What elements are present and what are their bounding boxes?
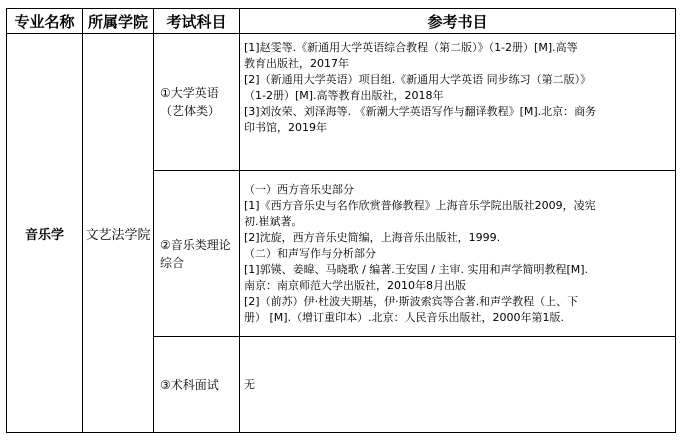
header-references: 参考书目 xyxy=(240,9,676,34)
reference-line: 无 xyxy=(244,377,255,391)
subject-line: （艺体类） xyxy=(160,104,221,118)
reference-line: [2]（前苏）伊·杜波夫期基，伊·斯波索宾等合著.和声学教程（上、下 xyxy=(244,294,579,308)
subject-cell xyxy=(154,34,240,171)
header-college: 所属学院 xyxy=(83,9,154,34)
table-row xyxy=(7,34,676,171)
header-row xyxy=(7,9,676,34)
reference-line: [1]郭锳、姜暐、马晓歌 / 编著.王安国 / 主审. 实用和声学简明教程[M]. xyxy=(244,262,589,276)
header-major: 专业名称 xyxy=(7,9,83,34)
reference-line: 南京：南京师范大学出版社，2010年8月出版 xyxy=(244,278,466,292)
reference-line: [1]《西方音乐史与名作欣赏普修教程》上海音乐学院出版社2009，凌宪 xyxy=(244,198,596,212)
references-cell xyxy=(240,171,676,337)
subject-cell xyxy=(154,337,240,433)
major-cell: 音乐学 xyxy=(7,34,83,433)
reference-line: [3]刘汝荣、刘泽海等. 《新潮大学英语写作与翻译教程》[M].北京：商务 xyxy=(244,105,597,118)
subject-cell xyxy=(154,171,240,337)
references-cell xyxy=(240,337,676,433)
reference-line: [2]（新通用大学英语）项目组.《新通用大学英语 同步练习（第二版）》 xyxy=(244,73,592,86)
references-cell xyxy=(240,34,676,171)
subject-line: 综合 xyxy=(160,255,185,270)
reference-line: 教育出版社，2017年 xyxy=(244,57,349,70)
reference-line: 册） [M].（增订重印本）.北京：人民音乐出版社，2000年第1版. xyxy=(244,310,565,324)
reference-line: 印书馆，2019年 xyxy=(244,121,327,134)
reference-line: （二）和声写作与分析部分 xyxy=(244,246,376,260)
exam-reference-table xyxy=(6,8,676,433)
table-wrapper xyxy=(6,8,676,433)
reference-line: [2]沈旋，西方音乐史简编，上海音乐出版社，1999. xyxy=(244,230,501,244)
subject-line: ③术科面试 xyxy=(160,377,219,392)
subject-line: ①大学英语 xyxy=(160,86,219,100)
reference-line: （1-2册）[M].高等教育出版社，2018年 xyxy=(244,89,444,102)
subject-line: ②音乐类理论 xyxy=(160,237,231,252)
reference-line: [1]赵雯等.《新通用大学英语综合教程（第二版）》（1-2册）[M].高等 xyxy=(244,41,578,54)
header-subject: 考试科目 xyxy=(154,9,240,34)
college-cell: 文艺法学院 xyxy=(83,34,154,433)
reference-line: （一）西方音乐史部分 xyxy=(244,182,354,196)
reference-line: 初.崔斌著。 xyxy=(244,214,303,228)
